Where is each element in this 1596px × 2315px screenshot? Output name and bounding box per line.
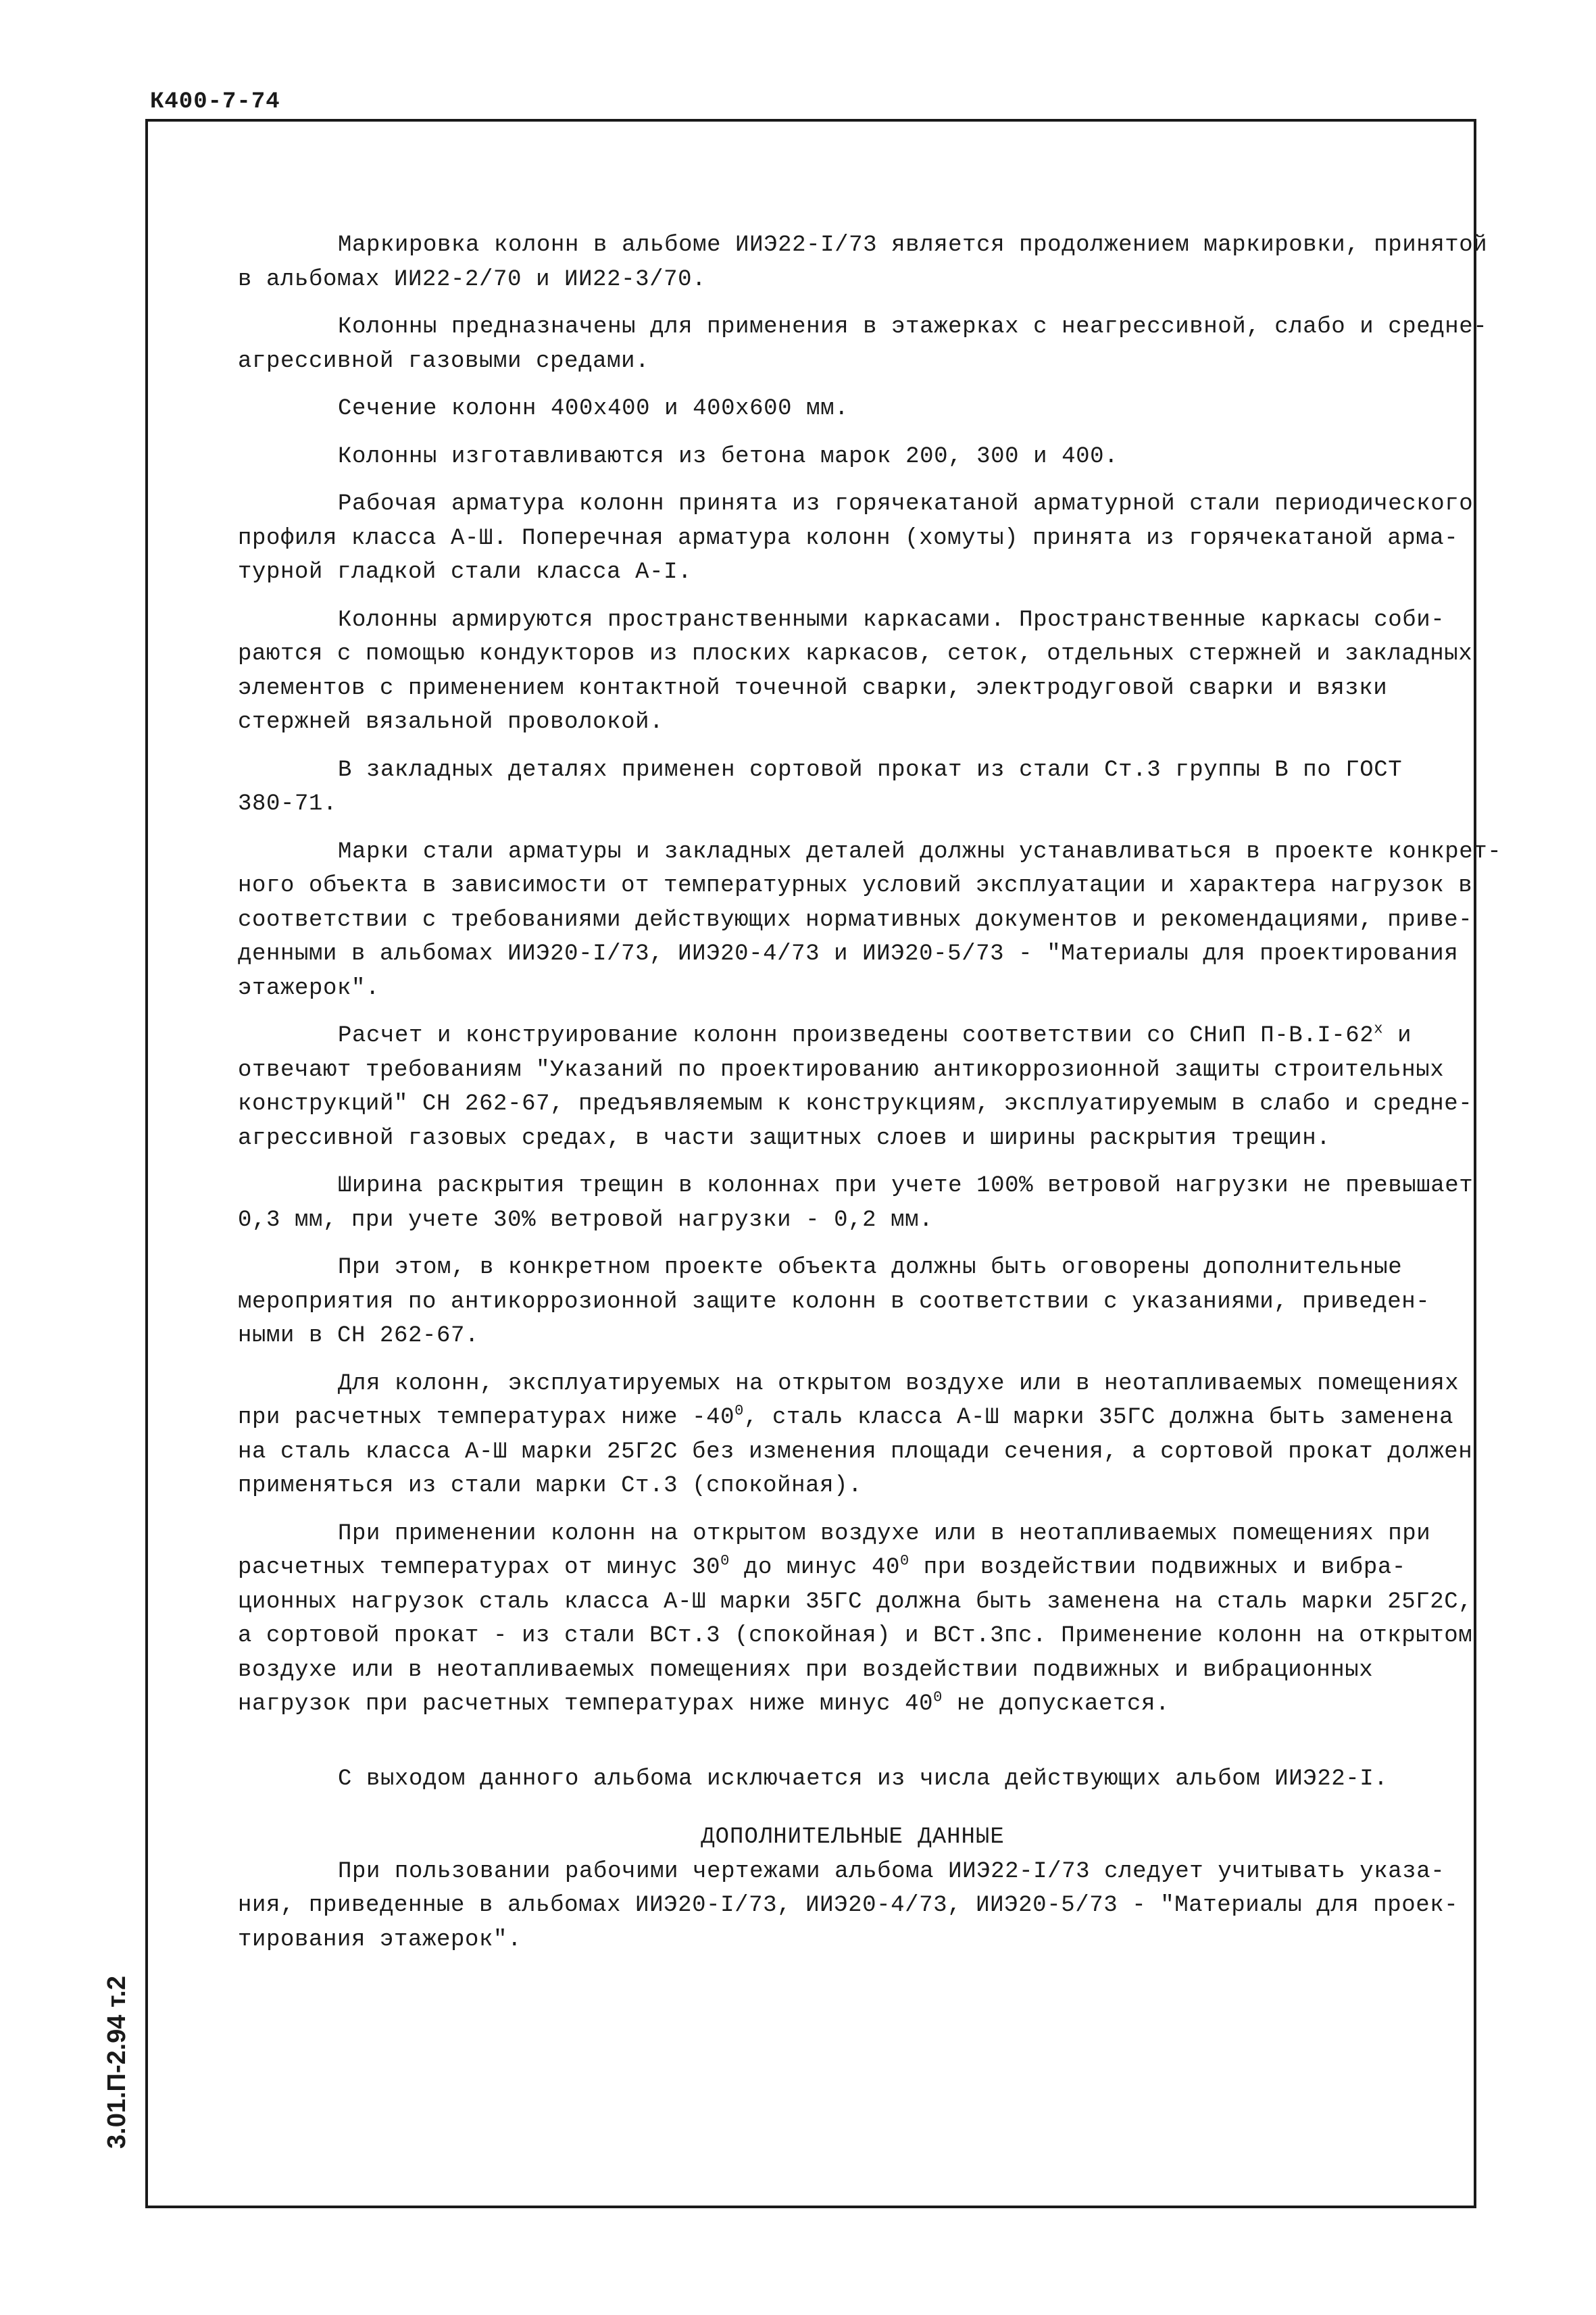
text-line: 380-71. <box>238 791 338 817</box>
superscript: х <box>1374 1020 1384 1038</box>
text-line <box>238 1687 1468 1722</box>
text-line: ного объекта в зависимости от температурных условий эксплуатации и характера нагрузок в <box>238 873 1473 899</box>
text-line: При этом, в конкретном проекте объекта должны быть оговорены дополнительные <box>338 1255 1403 1280</box>
text-line: турной гладкой стали класса А-I. <box>238 559 693 585</box>
text-line: С выходом данного альбома исключается из числа действующих альбом ИИЭ22-I. <box>338 1766 1389 1792</box>
text-fragment: и <box>1383 1023 1412 1049</box>
text-line: ния, приведенные в альбомах ИИЭ20-I/73, ИИЭ20-4/73, ИИЭ20-5/73 - "Материалы для проек- <box>238 1893 1459 1918</box>
additional-data-heading: ДОПОЛНИТЕЛЬНЫЕ ДАННЫЕ <box>701 1824 1005 1850</box>
text-line: стержней вязальной проволокой. <box>238 710 664 735</box>
text-line: агрессивной газовых средах, в части защитных слоев и ширины раскрытия трещин. <box>238 1125 1331 1151</box>
text-line: Колонны армируются пространственными каркасами. Пространственные каркасы соби- <box>338 607 1445 633</box>
paragraph-crack-width <box>238 1169 1474 1237</box>
text-line: 0,3 мм, при учете 30% ветровой нагрузки - 0,2 мм. <box>238 1207 934 1233</box>
paragraph-cages <box>238 603 1473 740</box>
text-line: мероприятия по антикоррозионной защите колонн в соответствии с указаниями, приведен- <box>238 1289 1430 1315</box>
text-line: профиля класса А-Ш. Поперечная арматура колонн (хомуты) принята из горячекатаной арма- <box>238 525 1459 551</box>
text-fragment: не допускается. <box>942 1691 1170 1717</box>
text-line: В закладных деталях применен сортовой прокат из стали Ст.3 группы В по ГОСТ <box>338 757 1403 783</box>
paragraph-reinforcement <box>238 487 1474 590</box>
text-line: соответствии с требованиями действующих нормативных документов и рекомендациями, приве- <box>238 907 1473 933</box>
superscript: 0 <box>933 1689 943 1706</box>
text-line: ными в СН 262-67. <box>238 1323 480 1349</box>
superscript: 0 <box>899 1552 909 1570</box>
text-line: воздухе или в неотапливаемых помещениях при воздействии подвижных и вибрационных <box>238 1657 1374 1683</box>
text-line: денными в альбомах ИИЭ20-I/73, ИИЭ20-4/73 и ИИЭ20-5/73 - "Материалы для проектирования <box>238 941 1459 967</box>
text-fragment: Расчет и конструирование колонн произведены соответствии со СНиП П-В.I-62 <box>338 1023 1374 1049</box>
text-line: При пользовании рабочими чертежами альбома ИИЭ22-I/73 следует учитывать указа- <box>338 1858 1445 1885</box>
text-line: отвечают требованиям "Указаний по проектированию антикоррозионной защиты строительных <box>238 1057 1445 1083</box>
paragraph-additional <box>238 1855 1468 1958</box>
paragraph-supersedes <box>238 1762 1468 1797</box>
text-line: раются с помощью кондукторов из плоских каркасов, сеток, отдельных стержней и закладных <box>238 641 1473 667</box>
text-line: тирования этажерок". <box>238 1926 522 1953</box>
document-body <box>238 228 1502 1970</box>
text-fragment: , сталь класса А-Ш марки 35ГС должна быть заменена <box>743 1405 1454 1430</box>
text-line: Ширина раскрытия трещин в колоннах при учете 100% ветровой нагрузки не превышает <box>338 1173 1474 1199</box>
text-fragment: расчетных температурах от минус 30 <box>238 1555 721 1580</box>
paragraph-concrete <box>238 440 1468 474</box>
superscript: 0 <box>720 1552 730 1570</box>
text-line <box>238 1401 1468 1435</box>
text-fragment: нагрузок при расчетных температурах ниже минус 40 <box>238 1691 934 1717</box>
document-code: К400-7-74 <box>150 89 280 115</box>
paragraph-calculation <box>238 1019 1473 1155</box>
text-line: конструкций" СН 262-67, предъявляемым к конструкциям, эксплуатируемым в слабо и средне- <box>238 1091 1473 1117</box>
text-line: При применении колонн на открытом воздухе или в неотапливаемых помещениях при <box>338 1520 1431 1547</box>
text-line: Маркировка колонн в альбоме ИИЭ22-I/73 является продолжением маркировки, принятой <box>338 232 1488 258</box>
paragraph-steel-grades <box>238 835 1502 1006</box>
text-line: Для колонн, эксплуатируемых на открытом воздухе или в неотапливаемых помещениях <box>338 1370 1460 1397</box>
text-line <box>238 1019 1468 1053</box>
text-line: агрессивной газовыми средами. <box>238 348 650 374</box>
text-line <box>238 1551 1468 1585</box>
text-line: Колонны изготавливаются из бетона марок 200, 300 и 400. <box>338 443 1119 470</box>
paragraph-purpose <box>238 310 1488 378</box>
paragraph-low-temperature <box>238 1367 1473 1503</box>
text-line: применяться из стали марки Ст.3 (спокойная). <box>238 1473 863 1499</box>
paragraph-anticorrosion <box>238 1251 1468 1353</box>
text-line: этажерок". <box>238 975 380 1001</box>
text-line: Марки стали арматуры и закладных деталей должны устанавливаться в проекте конкрет- <box>338 839 1502 865</box>
text-line: Сечение колонн 400х400 и 400х600 мм. <box>338 396 849 422</box>
text-fragment: при расчетных температурах ниже -40 <box>238 1405 735 1430</box>
text-line: Рабочая арматура колонн принята из горячекатаной арматурной стали периодического <box>338 491 1474 517</box>
text-fragment: до минус 40 <box>729 1555 900 1580</box>
text-line: элементов с применением контактной точечной сварки, электродуговой сварки и вязки <box>238 675 1388 701</box>
text-line: ционных нагрузок сталь класса А-Ш марки 35ГС должна быть заменена на сталь марки 25Г2С, <box>238 1589 1473 1615</box>
text-line: на сталь класса А-Ш марки 25Г2С без изменения площади сечения, а сортовой прокат должен <box>238 1439 1473 1465</box>
text-line: в альбомах ИИ22-2/70 и ИИ22-3/70. <box>238 266 707 293</box>
paragraph-embedded-parts <box>238 753 1468 822</box>
text-fragment: при воздействии подвижных и вибра- <box>909 1555 1406 1580</box>
paragraph-marking <box>238 228 1488 297</box>
text-line: Колонны предназначены для применения в этажерках с неагрессивной, слабо и средне- <box>338 314 1488 340</box>
superscript: 0 <box>734 1402 744 1420</box>
series-code: 3.01.П-2.94 т.2 <box>103 1976 131 2149</box>
paragraph-section <box>238 392 1468 426</box>
paragraph-dynamic-loads <box>238 1517 1473 1722</box>
text-line: а сортовой прокат - из стали ВСт.3 (спокойная) и ВСт.3пс. Применение колонн на открытом <box>238 1623 1473 1649</box>
